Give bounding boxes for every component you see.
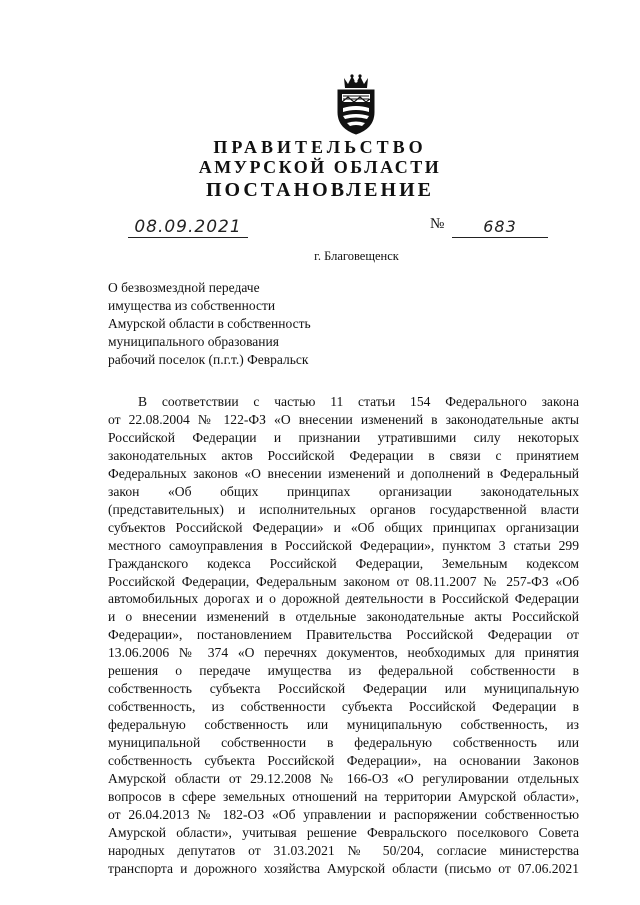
body-line: Федерации», постановлением Правительства Российской Федерации от (108, 627, 579, 643)
document-body (108, 393, 579, 878)
body-line: собственность субъекта Российской Федерации», на основании Законов (108, 753, 579, 769)
body-line: Гражданского кодекса Российской Федерации, Земельным кодексом (108, 555, 579, 571)
subject-line: О безвозмездной передаче (108, 280, 260, 295)
region-title: АМУРСКОЙ ОБЛАСТИ (198, 157, 442, 177)
body-line: Российской Федерации и признании утратившими силу некоторых (108, 429, 579, 445)
government-title: ПРАВИТЕЛЬСТВО (213, 137, 427, 157)
body-line: народных депутатов от 31.03.2021 № 50/204, согласие министерства (108, 842, 579, 858)
body-line: от 26.04.2013 № 182-ОЗ «Об управлении и распоряжении собственностью (108, 806, 579, 822)
body-line: муниципальной собственности в федеральную собственность или (108, 735, 579, 751)
body-line: транспорта и дорожного хозяйства Амурской области (письмо от 07.06.2021 (108, 860, 579, 876)
body-line: от 22.08.2004 № 122-ФЗ «О внесении изменений в законодательные акты (108, 411, 579, 427)
body-line: субъектов Российской Федерации» и «Об общих принципах организации (108, 519, 579, 535)
body-line: собственность субъекта Российской Федерации или муниципальную (108, 681, 579, 697)
subject-line: Амурской области в собственность (108, 316, 311, 331)
body-line: Федеральных законов «О внесении изменений и дополнений в Федеральный (108, 465, 579, 481)
body-line: автомобильных дорогах и о дорожной деятельности в Российской Федерации (108, 591, 579, 607)
body-line: федеральную собственность или муниципальную собственность, из (108, 717, 579, 733)
body-line: местного самоуправления в Российской Федерации», пунктом 3 статьи 299 (108, 537, 579, 553)
body-line: решения о передаче имущества из федеральной собственности в (108, 663, 579, 679)
issue-city: г. Благовещенск (314, 249, 399, 263)
body-line: собственность, из собственности субъекта Российской Федерации в (108, 699, 579, 715)
subject-line: рабочий поселок (п.г.т.) Февральск (108, 352, 309, 367)
body-line: законодательных актов Российской Федерации в связи с принятием (108, 447, 579, 463)
number-sign: № (430, 216, 445, 232)
document-number: 683 (452, 217, 548, 238)
body-line: (представительных) и исполнительных органов государственной власти (108, 501, 579, 517)
body-line: закон «Об общих принципах организации законодательных (108, 483, 579, 499)
body-line: Амурской области», учитывая решение Февральского поселкового Совета (108, 824, 579, 840)
body-line: и о внесении изменений в отдельные законодательные акты Российской (108, 609, 579, 625)
subject-line: муниципального образования (108, 334, 279, 349)
subject-line: имущества из собственности (108, 298, 276, 313)
body-line: вопросов в сфере земельных отношений на территории Амурской области», (108, 788, 579, 804)
body-line: Российской Федерации, Федеральным законом от 08.11.2007 № 257-ФЗ «Об (108, 573, 579, 589)
document-type-title: ПОСТАНОВЛЕНИЕ (206, 179, 434, 201)
document-subject (108, 279, 408, 369)
coat-of-arms-icon (330, 72, 382, 136)
body-line: В соответствии с частью 11 статьи 154 Федерального закона (138, 394, 579, 409)
document-date: 08.09.2021 (128, 217, 248, 238)
body-line: Амурской области от 29.12.2008 № 166-ОЗ «О регулировании отдельных (108, 771, 579, 787)
body-line: 13.06.2006 № 374 «О перечнях документов, необходимых для принятия (108, 645, 579, 661)
